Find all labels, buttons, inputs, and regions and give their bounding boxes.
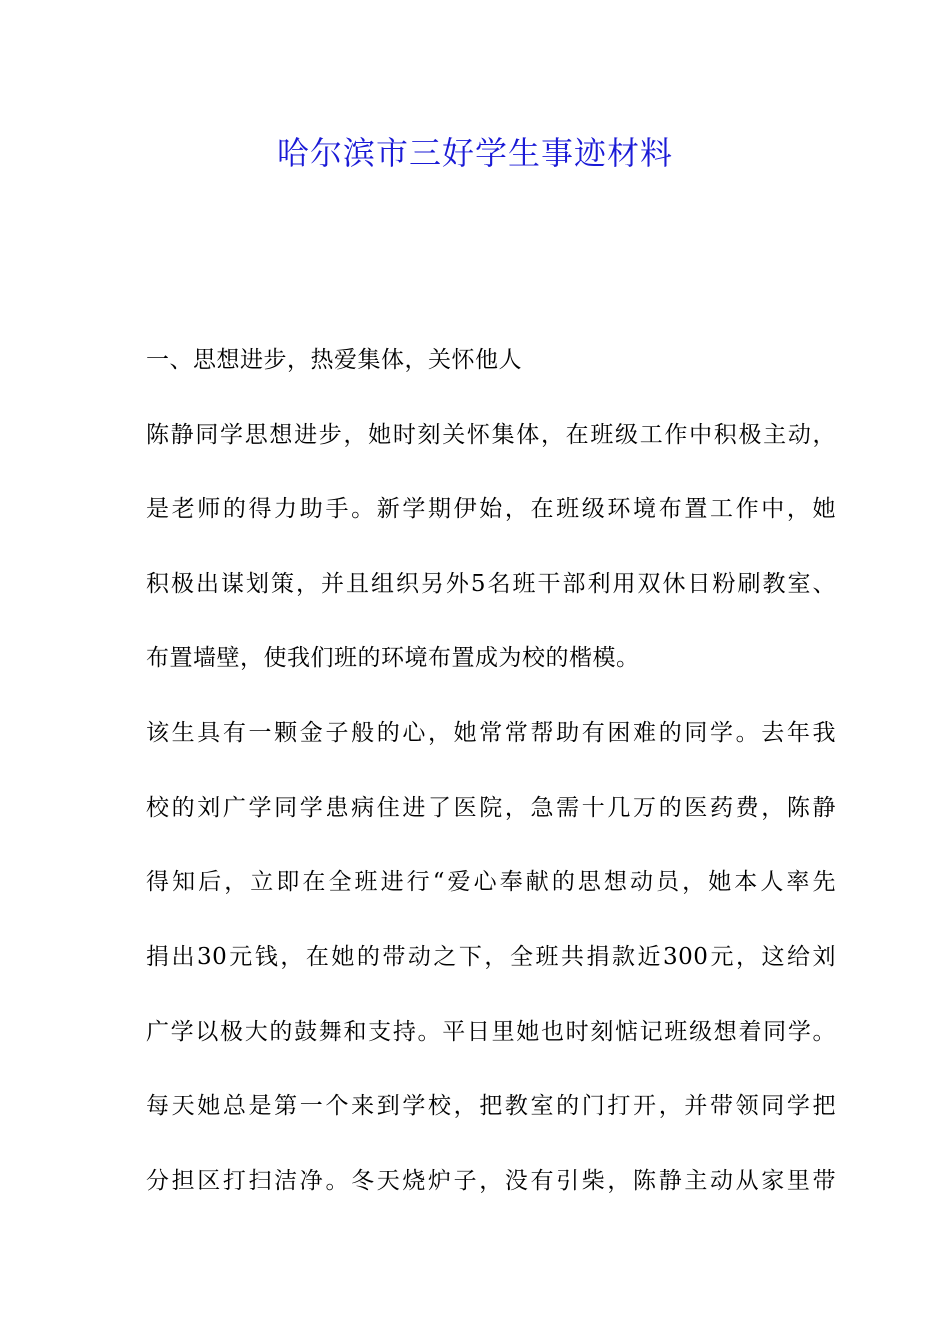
body-line: 该生具有一颗金子般的心，她常常帮助有困难的同学。去年我 [146,720,836,746]
section-heading: 一、思想进步，热爱集体，关怀他人 [146,347,522,373]
body-line: 得知后，立即在全班进行“爱心奉献的思想动员，她本人率先 [146,869,836,895]
body-line: 是老师的得力助手。新学期伊始，在班级环境布置工作中，她 [146,496,836,522]
body-line: 积极出谋划策，并且组织另外5名班干部利用双休日粉刷教室、 [146,571,836,597]
body-line: 布置墙壁，使我们班的环境布置成为校的楷模。 [146,645,640,671]
body-line: 广学以极大的鼓舞和支持。平日里她也时刻惦记班级想着同学。 [146,1019,836,1045]
body-line: 捐出30元钱，在她的带动之下，全班共捐款近300元，这给刘 [146,944,836,970]
body-line: 陈静同学思想进步，她时刻关怀集体，在班级工作中积极主动， [146,422,836,448]
body-line: 分担区打扫洁净。冬天烧炉子，没有引柴，陈静主动从家里带 [146,1168,836,1194]
body-line: 每天她总是第一个来到学校，把教室的门打开，并带领同学把 [146,1093,836,1119]
document-title: 哈尔滨市三好学生事迹材料 [276,134,673,172]
body-line: 校的刘广学同学患病住进了医院，急需十几万的医药费，陈静 [146,795,836,821]
